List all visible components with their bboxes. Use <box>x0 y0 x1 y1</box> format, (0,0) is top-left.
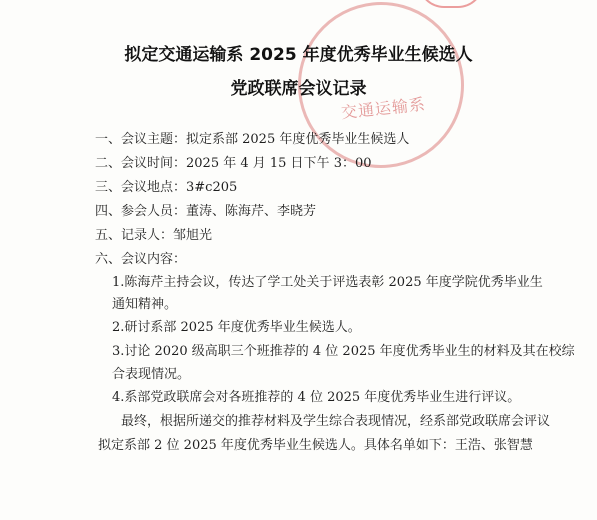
content-paragraph-2: 2.研讨系部 2025 年度优秀毕业生候选人。 <box>112 320 361 335</box>
content-paragraph-1-cont: 通知精神。 <box>112 297 178 312</box>
item-recorder: 五、记录人：邹旭光 <box>95 228 213 243</box>
document-title: 拟定交通运输系 2025 年度优秀毕业生候选人 <box>124 45 473 65</box>
content-paragraph-3: 3.讨论 2020 级高职三个班推荐的 4 位 2025 年度优秀毕业生的材料及其在校综 <box>112 344 575 359</box>
item-location: 三、会议地点：3#c205 <box>95 180 238 195</box>
item-time: 二、会议时间：2025 年 4 月 15 日下午 3：00 <box>95 156 372 171</box>
item-attendees: 四、参会人员：董涛、陈海芹、李晓芳 <box>95 204 317 219</box>
content-paragraph-4: 4.系部党政联席会对各班推荐的 4 位 2025 年度优秀毕业生进行评议。 <box>112 390 521 405</box>
seal-text: 交通运输系 <box>340 94 427 123</box>
conclusion-paragraph-cont: 拟定系部 2 位 2025 年度优秀毕业生候选人。具体名单如下：王浩、张智慧 <box>98 438 533 453</box>
item-content-heading: 六、会议内容： <box>95 252 187 267</box>
content-paragraph-1: 1.陈海芹主持会议，传达了学工处关于评选表彰 2025 年度学院优秀毕业生 <box>112 275 543 290</box>
conclusion-paragraph: 最终，根据所递交的推荐材料及学生综合表现情况，经系部党政联席会评议 <box>121 414 551 429</box>
top-seal-fragment <box>418 0 484 8</box>
item-topic: 一、会议主题：拟定系部 2025 年度优秀毕业生候选人 <box>95 132 410 147</box>
document-subtitle: 党政联席会议记录 <box>230 79 367 99</box>
content-paragraph-3-cont: 合表现情况。 <box>112 367 191 382</box>
